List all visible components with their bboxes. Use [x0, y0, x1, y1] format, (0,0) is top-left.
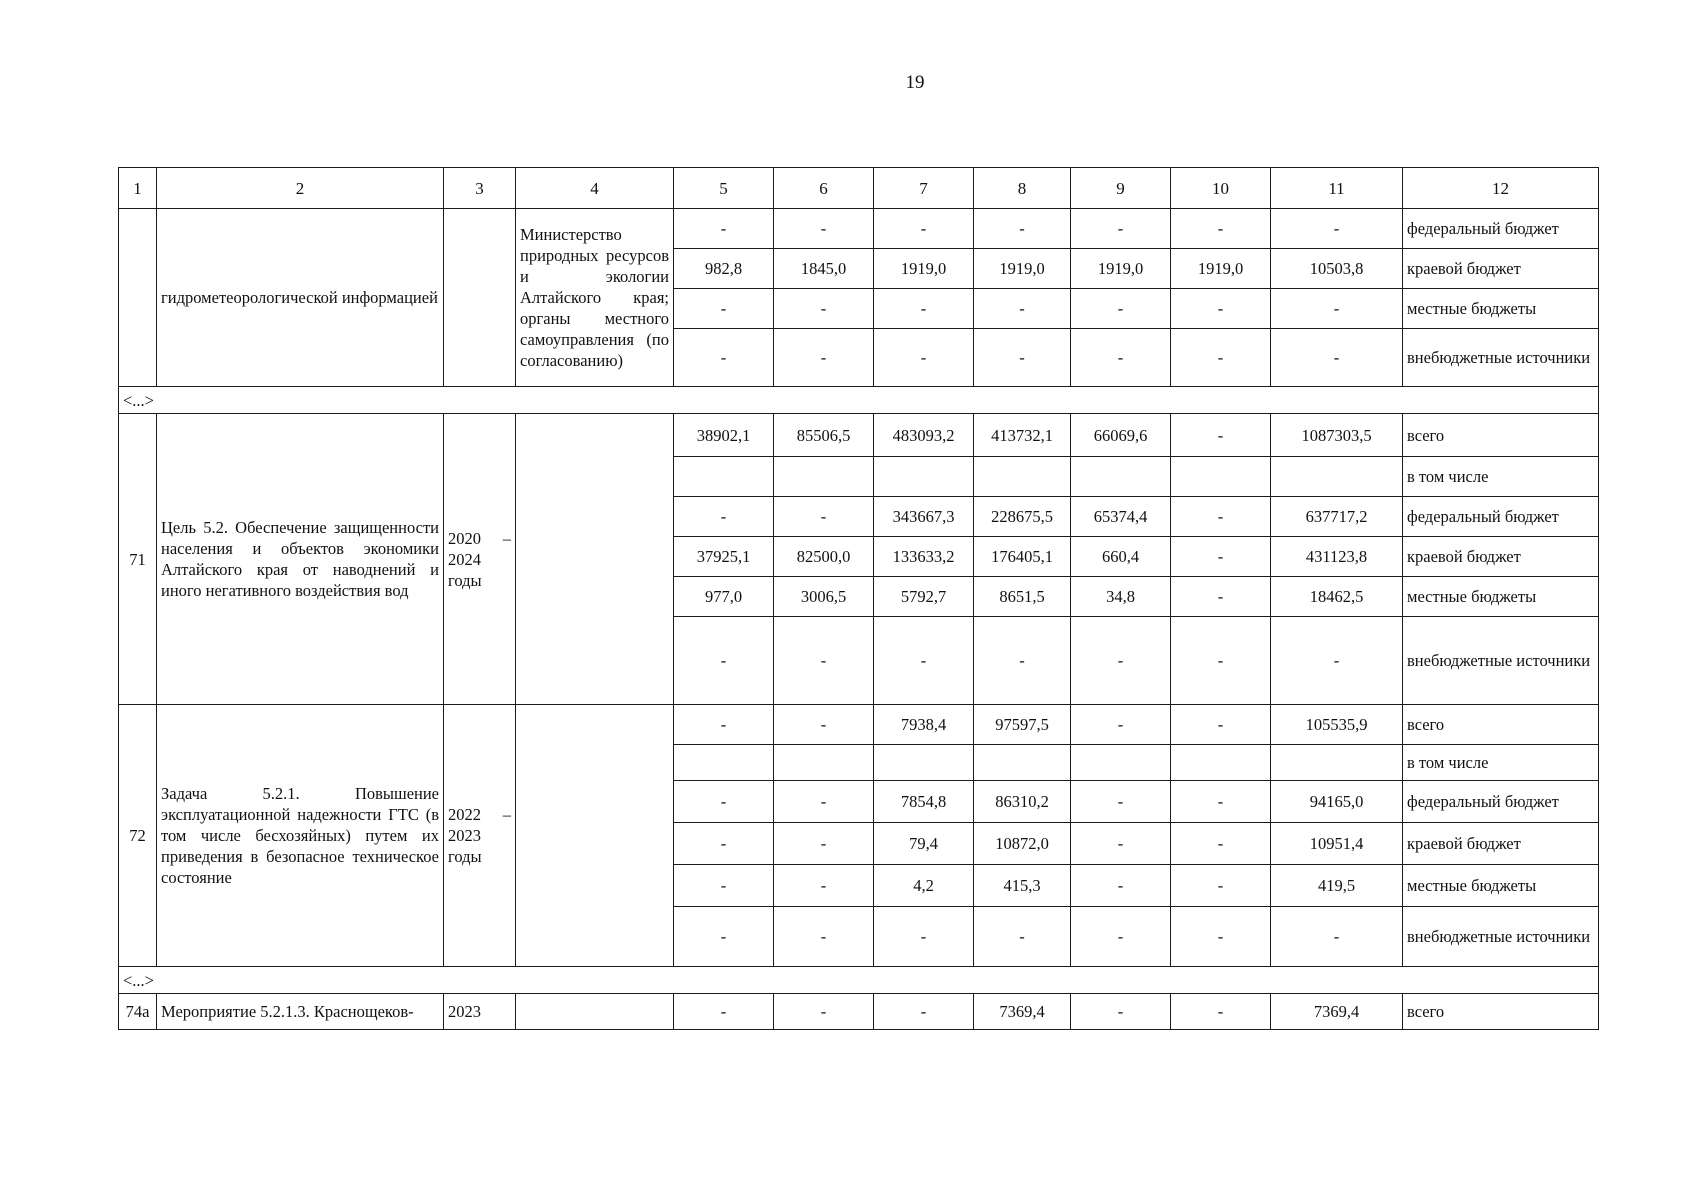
value-cell: 1087303,5	[1271, 414, 1403, 457]
value-cell	[974, 457, 1071, 497]
value-cell: -	[774, 329, 874, 387]
header-cell: 1	[119, 168, 157, 209]
table-row	[119, 414, 1599, 457]
value-cell: 431123,8	[1271, 537, 1403, 577]
value-cell	[674, 457, 774, 497]
value-cell: 8651,5	[974, 577, 1071, 617]
value-cell	[1271, 457, 1403, 497]
funding-source-cell: местные бюджеты	[1403, 865, 1599, 907]
value-cell: -	[874, 289, 974, 329]
value-cell: 85506,5	[774, 414, 874, 457]
header-cell: 11	[1271, 168, 1403, 209]
funding-source-cell: краевой бюджет	[1403, 249, 1599, 289]
value-cell: -	[1071, 907, 1171, 967]
value-cell: -	[774, 865, 874, 907]
value-cell: -	[1271, 209, 1403, 249]
value-cell: -	[674, 617, 774, 705]
executor-cell	[516, 705, 674, 967]
value-cell: 660,4	[1071, 537, 1171, 577]
item-title-cell: Задача 5.2.1. Повышение эксплуатационной надежности ГТС (в том числе бесхозяйных) путем их приведения в безопасное техническое состояние	[157, 705, 444, 967]
value-cell: 105535,9	[1271, 705, 1403, 745]
funding-source-cell: всего	[1403, 994, 1599, 1030]
value-cell: -	[874, 994, 974, 1030]
value-cell: -	[1071, 865, 1171, 907]
value-cell: 133633,2	[874, 537, 974, 577]
row-number-cell: 74а	[119, 994, 157, 1030]
header-cell: 4	[516, 168, 674, 209]
header-cell: 7	[874, 168, 974, 209]
value-cell: 10951,4	[1271, 823, 1403, 865]
value-cell: 637717,2	[1271, 497, 1403, 537]
value-cell: -	[674, 907, 774, 967]
table-row	[119, 994, 1599, 1030]
funding-source-cell: краевой бюджет	[1403, 823, 1599, 865]
value-cell: 4,2	[874, 865, 974, 907]
value-cell: 343667,3	[874, 497, 974, 537]
value-cell: -	[674, 823, 774, 865]
value-cell: -	[1171, 617, 1271, 705]
value-cell: -	[674, 994, 774, 1030]
value-cell: 7369,4	[1271, 994, 1403, 1030]
value-cell: 419,5	[1271, 865, 1403, 907]
separator-row	[119, 967, 1599, 994]
value-cell	[1171, 745, 1271, 781]
value-cell: 1919,0	[1071, 249, 1171, 289]
value-cell: -	[1171, 705, 1271, 745]
value-cell: -	[774, 781, 874, 823]
funding-source-cell: внебюджетные источники	[1403, 329, 1599, 387]
value-cell: -	[1071, 289, 1171, 329]
period-cell: 2020 – 2024 годы	[444, 414, 516, 705]
header-cell: 6	[774, 168, 874, 209]
value-cell: 18462,5	[1271, 577, 1403, 617]
value-cell: 176405,1	[974, 537, 1071, 577]
value-cell: -	[1271, 329, 1403, 387]
value-cell: -	[774, 497, 874, 537]
executor-cell	[516, 994, 674, 1030]
value-cell: -	[1171, 577, 1271, 617]
header-cell: 2	[157, 168, 444, 209]
value-cell: 415,3	[974, 865, 1071, 907]
value-cell: -	[1071, 823, 1171, 865]
funding-source-cell: всего	[1403, 414, 1599, 457]
value-cell: -	[774, 209, 874, 249]
funding-source-cell: местные бюджеты	[1403, 289, 1599, 329]
value-cell: 1919,0	[874, 249, 974, 289]
value-cell: 1919,0	[974, 249, 1071, 289]
value-cell: -	[874, 617, 974, 705]
value-cell: -	[1071, 209, 1171, 249]
value-cell: -	[674, 781, 774, 823]
value-cell: 97597,5	[974, 705, 1071, 745]
value-cell: -	[1171, 994, 1271, 1030]
value-cell	[774, 745, 874, 781]
value-cell: 5792,7	[874, 577, 974, 617]
value-cell: 1845,0	[774, 249, 874, 289]
value-cell: 413732,1	[974, 414, 1071, 457]
value-cell	[1071, 745, 1171, 781]
value-cell: -	[974, 289, 1071, 329]
value-cell: -	[674, 329, 774, 387]
executor-cell: Министерство природных ресурсов и экологии Алтайского края; органы местного самоуправления (по согласованию)	[516, 209, 674, 387]
period-cell: 2022 – 2023 годы	[444, 705, 516, 967]
value-cell: 7854,8	[874, 781, 974, 823]
item-title-cell: Мероприятие 5.2.1.3. Краснощеков-	[157, 994, 444, 1030]
value-cell: 38902,1	[674, 414, 774, 457]
value-cell: 1919,0	[1171, 249, 1271, 289]
value-cell: -	[1071, 705, 1171, 745]
value-cell: -	[1171, 329, 1271, 387]
header-cell: 10	[1171, 168, 1271, 209]
value-cell: -	[1271, 907, 1403, 967]
value-cell: -	[874, 907, 974, 967]
value-cell: -	[1071, 329, 1171, 387]
value-cell: 79,4	[874, 823, 974, 865]
value-cell: -	[774, 617, 874, 705]
value-cell	[874, 745, 974, 781]
value-cell: -	[1171, 497, 1271, 537]
row-number-cell	[119, 209, 157, 387]
value-cell: 7938,4	[874, 705, 974, 745]
value-cell: -	[774, 289, 874, 329]
funding-source-cell: местные бюджеты	[1403, 577, 1599, 617]
value-cell: -	[774, 705, 874, 745]
item-title-cell: гидрометеорологической информацией	[157, 209, 444, 387]
funding-source-cell: федеральный бюджет	[1403, 209, 1599, 249]
value-cell	[1071, 457, 1171, 497]
value-cell: -	[1171, 823, 1271, 865]
value-cell: 66069,6	[1071, 414, 1171, 457]
value-cell: -	[1171, 289, 1271, 329]
table-row	[119, 705, 1599, 745]
value-cell: 977,0	[674, 577, 774, 617]
funding-source-cell: внебюджетные источники	[1403, 907, 1599, 967]
ellipsis-separator: <...>	[119, 967, 1599, 994]
funding-source-cell: федеральный бюджет	[1403, 497, 1599, 537]
header-cell: 12	[1403, 168, 1599, 209]
value-cell: -	[974, 907, 1071, 967]
period-cell	[444, 209, 516, 387]
value-cell: -	[1271, 289, 1403, 329]
header-cell: 8	[974, 168, 1071, 209]
value-cell	[774, 457, 874, 497]
value-cell: -	[674, 865, 774, 907]
value-cell: 483093,2	[874, 414, 974, 457]
value-cell	[1171, 457, 1271, 497]
value-cell: -	[974, 329, 1071, 387]
value-cell	[874, 457, 974, 497]
value-cell: 94165,0	[1271, 781, 1403, 823]
header-cell: 3	[444, 168, 516, 209]
value-cell: -	[774, 823, 874, 865]
value-cell: 37925,1	[674, 537, 774, 577]
value-cell: 34,8	[1071, 577, 1171, 617]
value-cell: 3006,5	[774, 577, 874, 617]
value-cell: -	[1171, 414, 1271, 457]
funding-source-cell: внебюджетные источники	[1403, 617, 1599, 705]
value-cell: -	[974, 209, 1071, 249]
value-cell: 65374,4	[1071, 497, 1171, 537]
value-cell: -	[1071, 994, 1171, 1030]
value-cell: -	[674, 289, 774, 329]
value-cell: 982,8	[674, 249, 774, 289]
value-cell: 7369,4	[974, 994, 1071, 1030]
value-cell	[674, 745, 774, 781]
value-cell: -	[1171, 907, 1271, 967]
executor-cell	[516, 414, 674, 705]
period-cell: 2023	[444, 994, 516, 1030]
value-cell	[1271, 745, 1403, 781]
value-cell: -	[1071, 781, 1171, 823]
funding-source-cell: в том числе	[1403, 457, 1599, 497]
funding-source-cell: всего	[1403, 705, 1599, 745]
value-cell: -	[774, 907, 874, 967]
value-cell: -	[674, 705, 774, 745]
value-cell: -	[1171, 209, 1271, 249]
value-cell: 82500,0	[774, 537, 874, 577]
value-cell: 10503,8	[1271, 249, 1403, 289]
value-cell: -	[1071, 617, 1171, 705]
value-cell: -	[674, 497, 774, 537]
value-cell	[974, 745, 1071, 781]
value-cell: -	[1171, 865, 1271, 907]
funding-source-cell: федеральный бюджет	[1403, 781, 1599, 823]
value-cell: -	[874, 329, 974, 387]
page-number: 19	[905, 72, 925, 93]
header-cell: 5	[674, 168, 774, 209]
funding-source-cell: краевой бюджет	[1403, 537, 1599, 577]
value-cell: -	[874, 209, 974, 249]
value-cell: -	[1271, 617, 1403, 705]
row-number-cell: 71	[119, 414, 157, 705]
header-row	[119, 168, 1599, 209]
header-cell: 9	[1071, 168, 1171, 209]
separator-row	[119, 387, 1599, 414]
value-cell: 86310,2	[974, 781, 1071, 823]
value-cell: -	[674, 209, 774, 249]
ellipsis-separator: <...>	[119, 387, 1599, 414]
budget-table	[118, 167, 1599, 1030]
funding-source-cell: в том числе	[1403, 745, 1599, 781]
value-cell: -	[1171, 537, 1271, 577]
row-number-cell: 72	[119, 705, 157, 967]
item-title-cell: Цель 5.2. Обеспечение защищенности населения и объектов экономики Алтайского края от наводнений и иного негативного воздействия вод	[157, 414, 444, 705]
value-cell: -	[974, 617, 1071, 705]
value-cell: -	[1171, 781, 1271, 823]
value-cell: 10872,0	[974, 823, 1071, 865]
value-cell: 228675,5	[974, 497, 1071, 537]
table-row	[119, 209, 1599, 249]
value-cell: -	[774, 994, 874, 1030]
